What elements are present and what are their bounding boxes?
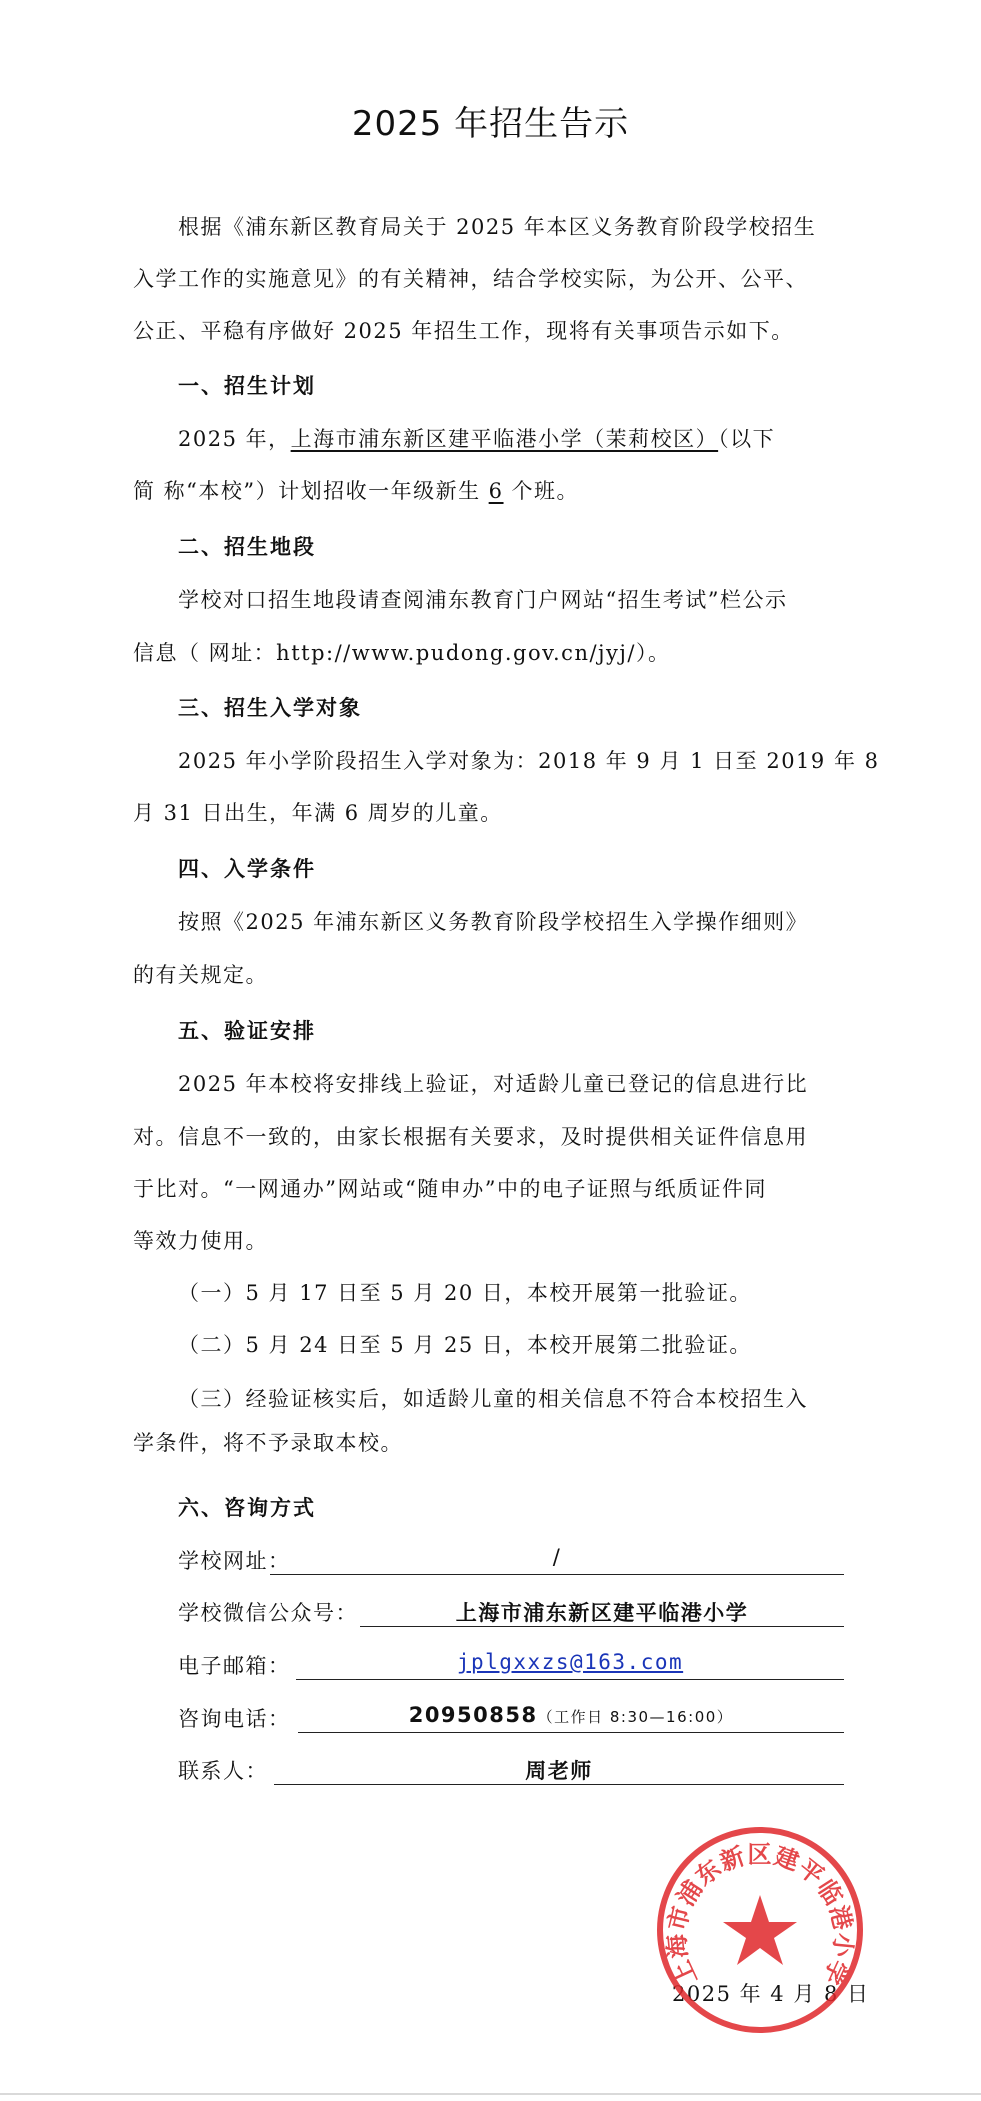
- page-title: 2025 年招生告示: [351, 104, 630, 144]
- verify-line-3: 于比对。“一网通办”网站或“随申办”中的电子证照与纸质证件同: [133, 1177, 767, 1201]
- website-underline: [270, 1574, 844, 1575]
- contact-row-website: [178, 1545, 844, 1575]
- verify-line-1: 2025 年本校将安排线上验证，对适龄儿童已登记的信息进行比: [178, 1072, 809, 1096]
- heading-enrollment-zone: 二、招生地段: [178, 535, 316, 559]
- email-underline: [296, 1679, 844, 1680]
- website-value[interactable]: /: [552, 1545, 562, 1569]
- phone-number[interactable]: 20950858: [408, 1703, 538, 1727]
- heading-eligible-children: 三、招生入学对象: [178, 696, 362, 720]
- email-link[interactable]: jplgxxzs@163.com: [456, 1650, 684, 1674]
- wechat-label: 学校微信公众号：: [178, 1601, 358, 1625]
- website-label: 学校网址：: [178, 1549, 291, 1573]
- plan-line-2: [133, 476, 579, 506]
- wechat-value: 上海市浦东新区建平临港小学: [455, 1601, 749, 1625]
- phone-hours: （工作日 8:30—16:00）: [537, 1708, 734, 1726]
- verify-item-3-line-1: （三）经验证核实后，如适龄儿童的相关信息不符合本校招生入: [178, 1387, 808, 1411]
- issue-date: 2025 年 4 月 8 日: [672, 1982, 870, 2006]
- plan-text: 简 称“本校”）计划招收一年级新生: [133, 479, 481, 503]
- school-name: 上海市浦东新区建平临港小学（茉莉校区）: [290, 427, 719, 451]
- verify-line-4: 等效力使用。: [133, 1229, 268, 1253]
- intro-line-2: 入学工作的实施意见》的有关精神，结合学校实际，为公开、公平、: [133, 267, 808, 291]
- heading-enrollment-plan: 一、招生计划: [178, 374, 316, 398]
- heading-admission-conditions: 四、入学条件: [178, 857, 316, 881]
- verify-item-2: （二）5 月 24 日至 5 月 25 日，本校开展第二批验证。: [178, 1333, 752, 1357]
- verify-item-1: （一）5 月 17 日至 5 月 20 日，本校开展第一批验证。: [178, 1281, 752, 1305]
- star-icon: [723, 1895, 797, 1965]
- seal-text: 上海市浦东新区建平临港小学: [662, 1840, 858, 1990]
- intro-line-3: 公正、平稳有序做好 2025 年招生工作，现将有关事项告示如下。: [133, 319, 794, 343]
- contact-person-label: 联系人：: [178, 1759, 268, 1783]
- plan-abbrev: （以下: [718, 427, 776, 451]
- verify-item-3-line-2: 学条件，将不予录取本校。: [133, 1431, 403, 1455]
- contact-row-phone: [178, 1703, 844, 1733]
- class-count: 6: [488, 479, 504, 503]
- contact-person-value: 周老师: [525, 1759, 593, 1783]
- contact-row-email: [178, 1650, 844, 1680]
- phone-underline: [298, 1732, 844, 1733]
- eligible-line-1: 2025 年小学阶段招生入学对象为：2018 年 9 月 1 日至 2019 年 8: [178, 749, 880, 773]
- zone-line-1: 学校对口招生地段请查阅浦东教育门户网站“招生考试”栏公示: [178, 588, 788, 612]
- verify-line-2: 对。信息不一致的，由家长根据有关要求，及时提供相关证件信息用: [133, 1125, 808, 1149]
- conditions-line-2: 的有关规定。: [133, 963, 268, 987]
- contact-row-wechat: [178, 1597, 844, 1627]
- bottom-divider: [0, 2093, 981, 2095]
- plan-suffix: 个班。: [511, 479, 580, 503]
- zone-line-2: 信息（ 网址：http://www.pudong.gov.cn/jyj/）。: [133, 641, 671, 665]
- phone-label: 咨询电话：: [178, 1707, 291, 1731]
- contact-row-person: [178, 1755, 844, 1785]
- heading-contact: 六、咨询方式: [178, 1496, 316, 1520]
- plan-line-1: [178, 424, 775, 454]
- intro-line-1: 根据《浦东新区教育局关于 2025 年本区义务教育阶段学校招生: [178, 215, 817, 239]
- heading-verification: 五、验证安排: [178, 1019, 316, 1043]
- conditions-line-1: 按照《2025 年浦东新区义务教育阶段学校招生入学操作细则》: [178, 910, 809, 934]
- plan-year: 2025 年，: [178, 427, 291, 451]
- official-seal-stamp: [655, 1825, 865, 2035]
- phone-value-wrap: [298, 1703, 844, 1727]
- email-label: 电子邮箱：: [178, 1654, 291, 1678]
- eligible-line-2: 月 31 日出生，年满 6 周岁的儿童。: [133, 801, 503, 825]
